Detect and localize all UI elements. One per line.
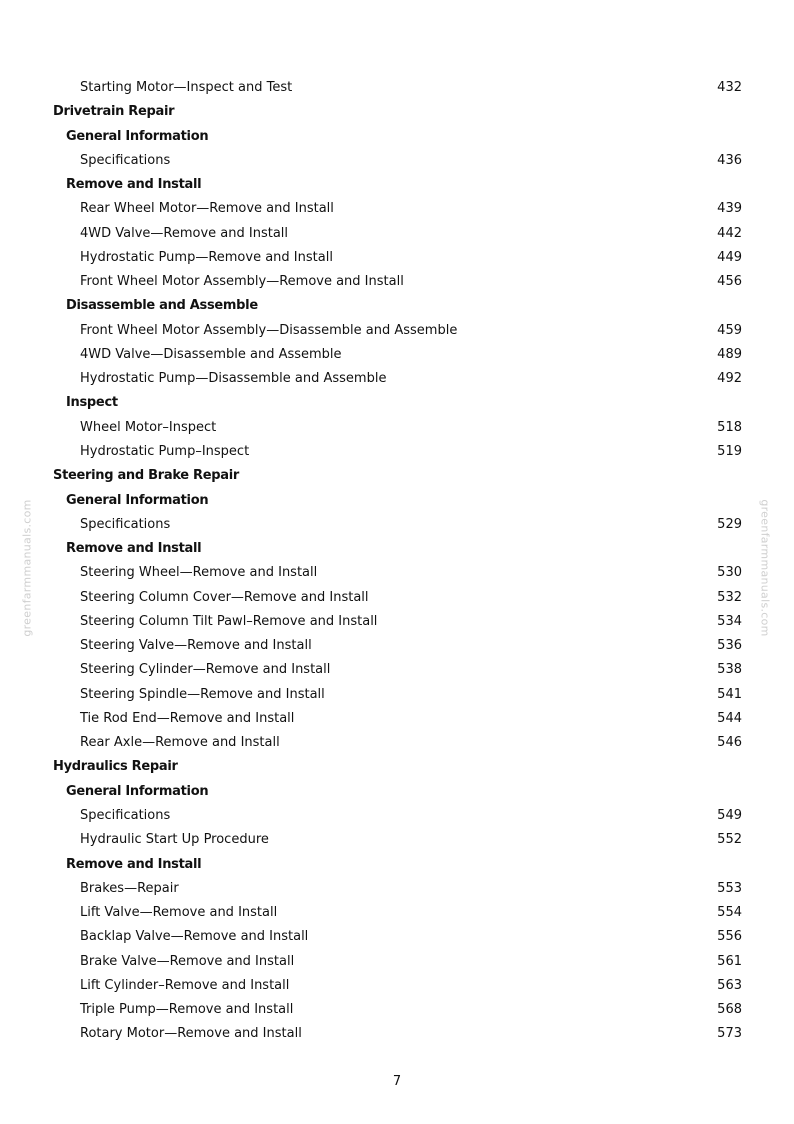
toc-entry[interactable] (0, 877, 794, 901)
toc-entry-title: Starting Motor—Inspect and Test (80, 80, 293, 95)
table-of-contents (0, 76, 794, 1047)
page-number: 7 (392, 1074, 402, 1089)
toc-entry-title: Front Wheel Motor Assembly—Disassemble and Assemble (80, 322, 458, 338)
toc-entry[interactable] (0, 658, 794, 682)
toc-entry-page-number: 553 (717, 880, 742, 896)
toc-entry-page-number: 436 (717, 152, 742, 168)
toc-entry[interactable] (0, 197, 794, 221)
toc-subsection-heading (0, 780, 794, 804)
toc-entry-title: General Information (66, 128, 209, 144)
watermark-right: greenfarmmanuals.com (758, 499, 772, 637)
toc-entry-title: Wheel Motor–Inspect (80, 419, 217, 435)
toc-entry-title: 4WD Valve—Disassemble and Assemble (80, 346, 342, 362)
toc-entry-page-number: 568 (717, 1002, 742, 1018)
toc-entry-title: Front Wheel Motor Assembly—Remove and Install (80, 274, 404, 290)
toc-entry-page-number: 456 (717, 274, 742, 290)
toc-entry[interactable] (0, 610, 794, 634)
toc-entry[interactable] (0, 804, 794, 828)
toc-entry-title: Brakes—Repair (80, 880, 179, 896)
toc-entry-title: Tie Rod End—Remove and Install (80, 710, 295, 726)
toc-entry-title: Hydrostatic Pump—Remove and Install (80, 249, 333, 265)
toc-entry[interactable] (0, 998, 794, 1022)
toc-entry-title: Drivetrain Repair (53, 104, 175, 120)
toc-entry[interactable] (0, 416, 794, 440)
toc-entry-title: Triple Pump—Remove and Install (80, 1002, 294, 1018)
toc-entry-title: Steering Wheel—Remove and Install (80, 565, 318, 581)
toc-entry-page-number: 534 (717, 613, 742, 629)
toc-entry[interactable] (0, 367, 794, 391)
toc-entry-title: Hydrostatic Pump—Disassemble and Assemble (80, 371, 387, 387)
toc-entry[interactable] (0, 901, 794, 925)
toc-entry-page-number: 439 (717, 201, 742, 217)
toc-entry-title: General Information (66, 783, 209, 799)
toc-entry-page-number: 532 (717, 589, 742, 605)
toc-entry-page-number: 554 (717, 905, 742, 921)
toc-entry-page-number: 492 (717, 371, 742, 387)
toc-entry-title: Steering Column Tilt Pawl–Remove and Install (80, 613, 378, 629)
toc-entry[interactable] (0, 246, 794, 270)
toc-entry-title: Specifications (80, 516, 171, 532)
toc-entry[interactable] (0, 343, 794, 367)
toc-entry-page-number: 563 (717, 977, 742, 993)
toc-entry-page-number: 536 (717, 638, 742, 654)
toc-entry-page-number: 538 (717, 662, 742, 678)
toc-entry-title: Specifications (80, 152, 171, 168)
toc-entry-title: Remove and Install (66, 856, 202, 872)
toc-entry[interactable] (0, 974, 794, 998)
toc-entry-title: General Information (66, 492, 209, 508)
toc-entry[interactable] (0, 925, 794, 949)
toc-section-heading (0, 755, 794, 779)
toc-entry-title: Remove and Install (66, 541, 202, 557)
toc-entry-title: Rear Wheel Motor—Remove and Install (80, 201, 334, 217)
toc-entry-page-number: 541 (717, 686, 742, 702)
toc-entry[interactable] (0, 513, 794, 537)
toc-entry-title: Steering Column Cover—Remove and Install (80, 589, 369, 605)
toc-entry-title: Steering Valve—Remove and Install (80, 638, 312, 654)
toc-entry-page-number: 449 (717, 249, 742, 265)
toc-entry[interactable] (0, 222, 794, 246)
toc-entry-page-number: 489 (717, 346, 742, 362)
toc-entry-title: Steering Spindle—Remove and Install (80, 686, 325, 702)
toc-entry-title: Inspect (66, 395, 118, 411)
toc-entry[interactable] (0, 440, 794, 464)
toc-entry-page-number: 459 (717, 322, 742, 338)
watermark-left: greenfarmmanuals.com (20, 499, 34, 637)
toc-entry-page-number: 432 (717, 80, 742, 95)
toc-entry-title: Brake Valve—Remove and Install (80, 953, 295, 969)
toc-subsection-heading (0, 853, 794, 877)
toc-entry-title: Hydraulics Repair (53, 759, 178, 775)
toc-entry[interactable] (0, 828, 794, 852)
toc-entry[interactable] (0, 149, 794, 173)
toc-entry-title: Steering Cylinder—Remove and Install (80, 662, 331, 678)
toc-entry-page-number: 556 (717, 929, 742, 945)
toc-entry-page-number: 530 (717, 565, 742, 581)
toc-entry[interactable] (0, 586, 794, 610)
toc-subsection-heading (0, 489, 794, 513)
toc-entry-title: Hydrostatic Pump–Inspect (80, 443, 250, 459)
toc-entry-title: Backlap Valve—Remove and Install (80, 929, 309, 945)
toc-entry-page-number: 544 (717, 710, 742, 726)
toc-entry[interactable] (0, 561, 794, 585)
toc-entry-page-number: 552 (717, 832, 742, 848)
toc-entry[interactable] (0, 319, 794, 343)
toc-entry[interactable] (0, 731, 794, 755)
toc-entry[interactable] (0, 634, 794, 658)
toc-entry-page-number: 561 (717, 953, 742, 969)
toc-section-heading (0, 100, 794, 124)
toc-entry-page-number: 518 (717, 419, 742, 435)
toc-subsection-heading (0, 173, 794, 197)
toc-entry-title: Rear Axle—Remove and Install (80, 735, 280, 751)
toc-entry-title: Hydraulic Start Up Procedure (80, 832, 269, 848)
toc-entry-page-number: 442 (717, 225, 742, 241)
toc-entry-page-number: 573 (717, 1026, 742, 1042)
toc-subsection-heading (0, 537, 794, 561)
toc-entry-title: Steering and Brake Repair (53, 468, 240, 484)
toc-subsection-heading (0, 294, 794, 318)
toc-subsection-heading (0, 125, 794, 149)
toc-entry-title: Specifications (80, 807, 171, 823)
toc-entry-page-number: 546 (717, 735, 742, 751)
toc-entry[interactable] (0, 950, 794, 974)
toc-entry-title: Disassemble and Assemble (66, 298, 258, 314)
toc-entry[interactable] (0, 707, 794, 731)
toc-entry-page-number: 549 (717, 807, 742, 823)
toc-entry-page-number: 529 (717, 516, 742, 532)
toc-entry-title: Lift Valve—Remove and Install (80, 905, 278, 921)
toc-entry-title: Lift Cylinder–Remove and Install (80, 977, 290, 993)
toc-section-heading (0, 464, 794, 488)
toc-entry-page-number: 519 (717, 443, 742, 459)
toc-entry-title: Remove and Install (66, 177, 202, 193)
toc-entry[interactable] (0, 76, 794, 100)
toc-entry[interactable] (0, 1022, 794, 1046)
toc-entry-title: 4WD Valve—Remove and Install (80, 225, 289, 241)
toc-entry[interactable] (0, 270, 794, 294)
toc-subsection-heading (0, 391, 794, 415)
toc-entry-title: Rotary Motor—Remove and Install (80, 1026, 302, 1042)
toc-entry[interactable] (0, 683, 794, 707)
